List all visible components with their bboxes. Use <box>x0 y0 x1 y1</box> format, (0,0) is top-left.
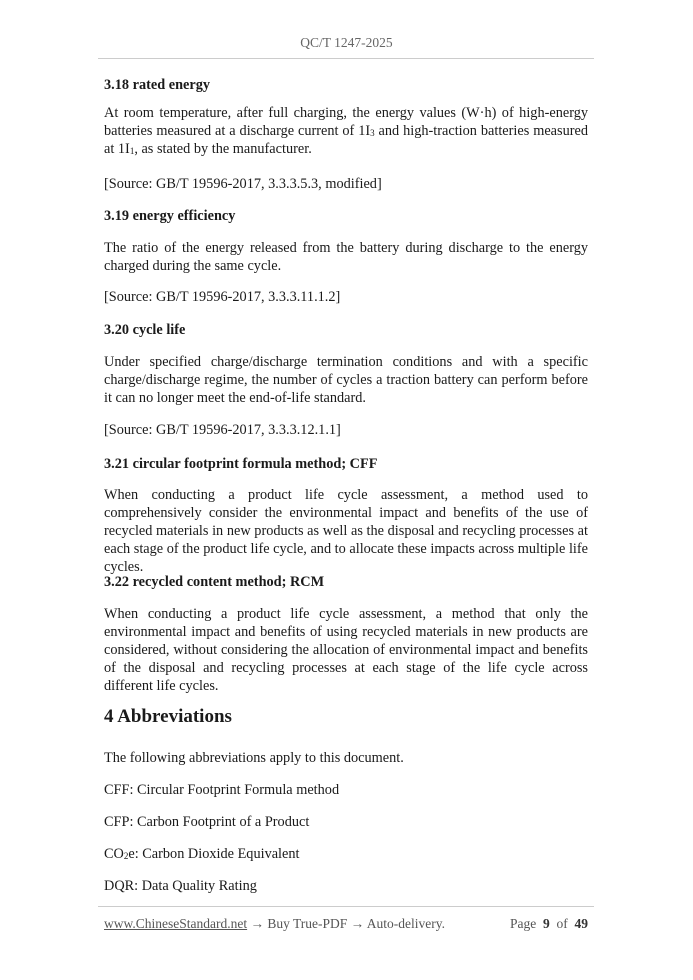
paragraph: At room temperature, after full charging, the energy values (W·h) of high-energy batteries measured at a discharge current of $1I_3$ and high-traction batteries measured at $1I_1$, as stated by the manufacturer. <box>104 105 588 157</box>
abbreviation-item: CFP: Carbon Footprint of a Product <box>104 814 310 830</box>
footer-text: → Buy True-PDF → Auto-delivery. <box>247 916 445 931</box>
heading-3-19: 3.19 energy efficiency <box>104 208 236 224</box>
document-header: QC/T 1247-2025 <box>300 35 393 50</box>
source-note: [Source: GB/T 19596-2017, 3.3.3.5.3, modified] <box>104 176 382 192</box>
abbreviation-item: $CO_2e$: Carbon Dioxide Equivalent <box>104 846 300 862</box>
paragraph: When conducting a product life cycle assessment, a method used to comprehensively consider the environmental impact and benefits of the use of recycled materials in new products as well as the disposal and recycling processes at each stage of the product life cycle, and to allocate these impacts across multiple life cycles. <box>104 487 588 575</box>
header-rule <box>98 58 594 59</box>
page-number: Page 9 of 49 <box>510 916 588 931</box>
paragraph: The ratio of the energy released from the battery during discharge to the energy charged during the same cycle. <box>104 240 588 274</box>
paragraph: When conducting a product life cycle assessment, a method that only the environmental impact and benefits of using recycled materials in new products are considered, without considering the allocation of environmental impact and benefits of the disposal and recycling processes at each stage of the life cycle across different life cycles. <box>104 606 588 694</box>
heading-4: 4 Abbreviations <box>104 706 232 727</box>
page-footer <box>104 915 588 933</box>
footer-rule <box>98 906 594 907</box>
paragraph: The following abbreviations apply to this document. <box>104 750 404 766</box>
heading-3-18: 3.18 rated energy <box>104 77 211 93</box>
source-note: [Source: GB/T 19596-2017, 3.3.3.12.1.1] <box>104 422 341 438</box>
paragraph: Under specified charge/discharge termination conditions and with a specific charge/discharge regime, the number of cycles a traction battery can perform before it can no longer meet the end-of-life standard. <box>104 354 588 406</box>
heading-3-21: 3.21 circular footprint formula method; CFF <box>104 456 378 472</box>
heading-3-22: 3.22 recycled content method; RCM <box>104 574 325 590</box>
heading-3-20: 3.20 cycle life <box>104 322 186 338</box>
source-note: [Source: GB/T 19596-2017, 3.3.3.11.1.2] <box>104 289 341 305</box>
abbreviation-item: CFF: Circular Footprint Formula method <box>104 782 340 798</box>
website-link[interactable]: www.ChineseStandard.net <box>104 916 248 931</box>
abbreviation-item: DQR: Data Quality Rating <box>104 878 257 894</box>
